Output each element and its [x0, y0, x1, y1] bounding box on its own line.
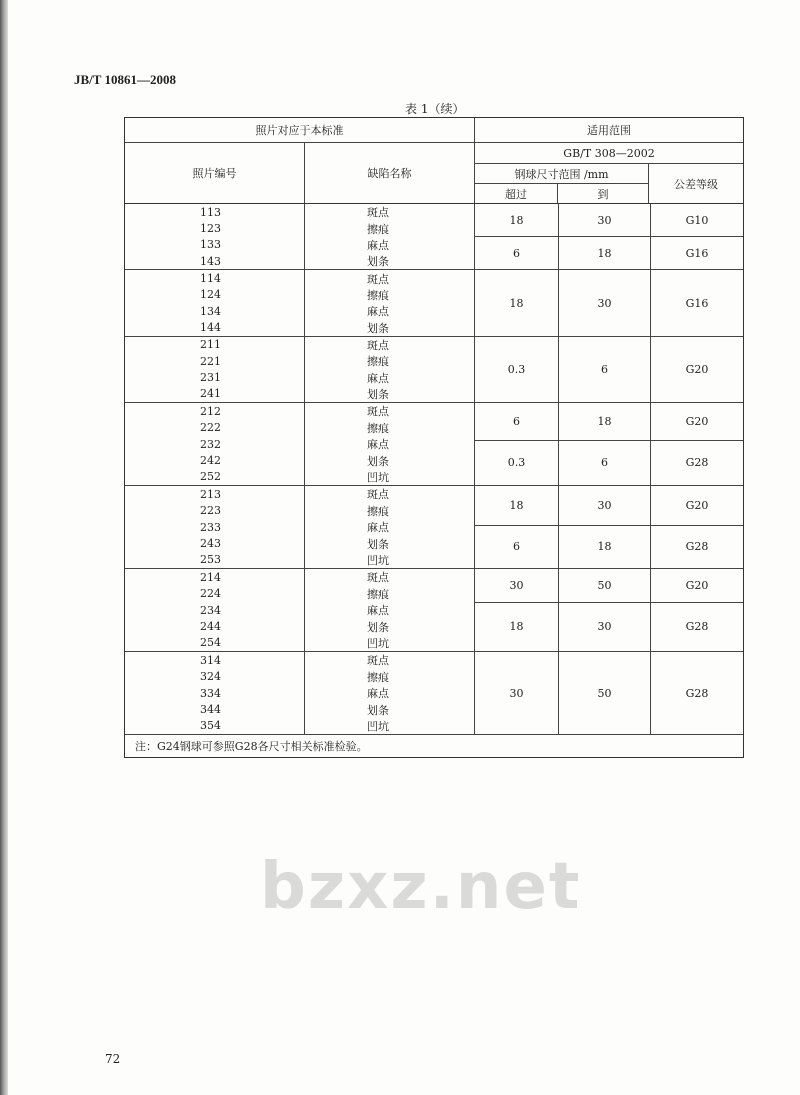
photo-no: 143 [200, 254, 221, 268]
photo-no: 234 [200, 603, 221, 617]
defect-name: 划条 [367, 387, 389, 401]
photo-no-cell [125, 337, 305, 402]
defect-name-cell [305, 403, 475, 485]
size-to: 30 [559, 486, 651, 524]
table-row-group [125, 337, 743, 403]
tolerance-grade: G10 [685, 213, 709, 227]
size-to: 50 [559, 652, 651, 734]
size-over: 30 [475, 652, 559, 734]
defect-name: 擦痕 [367, 421, 389, 435]
size-over: 6 [475, 403, 559, 439]
ranges-cell [475, 652, 743, 734]
photo-no-cell [125, 569, 305, 651]
photo-no: 241 [200, 387, 221, 401]
table-row-group [125, 486, 743, 569]
photo-no: 233 [200, 520, 221, 534]
defect-name: 麻点 [367, 305, 389, 319]
table-row-group [125, 403, 743, 486]
photo-no: 213 [200, 487, 221, 501]
watermark: bzxz.net [260, 850, 582, 924]
ranges-cell [475, 486, 743, 568]
photo-no: 232 [200, 437, 221, 451]
photo-no: 344 [200, 703, 221, 717]
defect-name: 凹坑 [367, 553, 389, 567]
photo-no: 214 [200, 570, 221, 584]
defect-name: 划条 [367, 321, 389, 335]
photo-no: 124 [200, 288, 221, 302]
photo-no: 211 [200, 338, 221, 352]
photo-no-cell [125, 204, 305, 269]
defect-name: 斑点 [367, 488, 389, 502]
photo-no: 324 [200, 670, 221, 684]
standard-number-text: JB/T 10861—2008 [74, 72, 176, 87]
photo-no: 212 [200, 404, 221, 418]
ranges-cell [475, 403, 743, 485]
photo-no: 252 [200, 470, 221, 484]
defect-name: 擦痕 [367, 222, 389, 236]
size-to: 30 [559, 270, 651, 335]
defect-name: 划条 [367, 454, 389, 468]
size-range-row [475, 270, 743, 335]
size-range-row [475, 603, 743, 652]
photo-no: 254 [200, 636, 221, 650]
photo-no: 134 [200, 304, 221, 318]
size-over: 0.3 [475, 337, 559, 402]
defect-name: 划条 [367, 255, 389, 269]
table-row-group [125, 569, 743, 652]
defect-name: 麻点 [367, 687, 389, 701]
defect-name-cell [305, 652, 475, 734]
defect-name: 麻点 [367, 604, 389, 618]
size-range-row [475, 569, 743, 602]
tolerance-grade: G28 [685, 456, 709, 470]
photo-no: 114 [200, 272, 221, 286]
photo-no: 244 [200, 620, 221, 634]
defect-table [124, 117, 744, 758]
size-over: 0.3 [475, 441, 559, 486]
header-scope: 适用范围 [475, 118, 743, 143]
photo-no: 224 [200, 587, 221, 601]
photo-no-cell [125, 270, 305, 335]
size-to: 6 [559, 441, 651, 486]
photo-no: 334 [200, 686, 221, 700]
header-gb-standard: GB/T 308—2002 [475, 143, 743, 164]
tolerance-grade: G28 [685, 620, 709, 634]
defect-name-cell [305, 337, 475, 402]
header-ball-size-range: 钢球尺寸范围 /mm [475, 164, 649, 184]
defect-name: 擦痕 [367, 504, 389, 518]
ranges-cell [475, 270, 743, 335]
tolerance-grade: G16 [685, 246, 709, 260]
defect-name: 麻点 [367, 238, 389, 252]
defect-name: 凹坑 [367, 719, 389, 733]
size-range-row [475, 337, 743, 402]
defect-name: 斑点 [367, 405, 389, 419]
size-to: 6 [559, 337, 651, 402]
defect-name-cell [305, 270, 475, 335]
header-over: 超过 [475, 184, 558, 203]
tolerance-grade: G28 [685, 540, 709, 554]
defect-name: 斑点 [367, 654, 389, 668]
defect-name: 凹坑 [367, 470, 389, 484]
photo-no-cell [125, 403, 305, 485]
photo-no: 222 [200, 421, 221, 435]
photo-no: 221 [200, 354, 221, 368]
defect-name: 麻点 [367, 438, 389, 452]
header-grade: 公差等级 [674, 177, 718, 191]
defect-name: 擦痕 [367, 288, 389, 302]
header-defect-name: 缺陷名称 [305, 143, 475, 203]
photo-no: 223 [200, 504, 221, 518]
size-range-row [475, 652, 743, 734]
size-range-row [475, 441, 743, 486]
size-over: 18 [475, 204, 559, 236]
photo-no: 123 [200, 222, 221, 236]
tolerance-grade: G20 [685, 362, 709, 376]
tolerance-grade: G20 [685, 414, 709, 428]
defect-name: 擦痕 [367, 587, 389, 601]
size-over: 18 [475, 486, 559, 524]
size-over: 18 [475, 603, 559, 652]
table-caption: 表 1（续） [405, 102, 465, 116]
defect-name-cell [305, 569, 475, 651]
size-over: 6 [475, 237, 559, 269]
photo-no: 133 [200, 238, 221, 252]
size-over: 6 [475, 526, 559, 569]
defect-name-cell [305, 486, 475, 568]
header-to: 到 [558, 184, 649, 203]
defect-name: 斑点 [367, 206, 389, 220]
photo-no: 253 [200, 553, 221, 567]
defect-name: 斑点 [367, 338, 389, 352]
table-row-group [125, 652, 743, 735]
size-over: 30 [475, 569, 559, 601]
size-range-row [475, 237, 743, 269]
photo-no: 243 [200, 537, 221, 551]
binding-edge [0, 0, 8, 1095]
defect-name: 斑点 [367, 272, 389, 286]
defect-name: 麻点 [367, 371, 389, 385]
photo-no: 314 [200, 653, 221, 667]
defect-name: 擦痕 [367, 670, 389, 684]
size-to: 18 [559, 237, 651, 269]
ranges-cell [475, 569, 743, 651]
size-range-row [475, 526, 743, 569]
table-note: 注：G24钢球可参照G28各尺寸相关标准检验。 [135, 740, 368, 754]
defect-name: 划条 [367, 703, 389, 717]
size-range-row [475, 204, 743, 237]
standard-number [74, 72, 176, 88]
defect-name: 斑点 [367, 571, 389, 585]
tolerance-grade: G20 [685, 498, 709, 512]
defect-name: 麻点 [367, 521, 389, 535]
photo-no: 113 [200, 205, 221, 219]
defect-name: 划条 [367, 537, 389, 551]
tolerance-grade: G20 [685, 578, 709, 592]
defect-name: 擦痕 [367, 355, 389, 369]
size-range-row [475, 403, 743, 440]
ranges-cell [475, 337, 743, 402]
table-header [125, 118, 743, 204]
table-row-group [125, 204, 743, 270]
size-to: 18 [559, 526, 651, 569]
header-photo-no: 照片编号 [125, 143, 305, 203]
tolerance-grade: G28 [685, 686, 709, 700]
size-over: 18 [475, 270, 559, 335]
size-to: 30 [559, 204, 651, 236]
tolerance-grade: G16 [685, 296, 709, 310]
header-photo-standard: 照片对应于本标准 [125, 118, 475, 143]
photo-no: 354 [200, 719, 221, 733]
photo-no-cell [125, 652, 305, 734]
table-body [125, 204, 743, 735]
size-to: 50 [559, 569, 651, 601]
photo-no: 242 [200, 454, 221, 468]
table-row-group [125, 270, 743, 336]
defect-name: 凹坑 [367, 636, 389, 650]
page-number: 72 [105, 1052, 121, 1066]
defect-name-cell [305, 204, 475, 269]
size-to: 30 [559, 603, 651, 652]
defect-name: 划条 [367, 620, 389, 634]
size-to: 18 [559, 403, 651, 439]
photo-no-cell [125, 486, 305, 568]
size-range-row [475, 486, 743, 525]
photo-no: 231 [200, 371, 221, 385]
ranges-cell [475, 204, 743, 269]
photo-no: 144 [200, 321, 221, 335]
